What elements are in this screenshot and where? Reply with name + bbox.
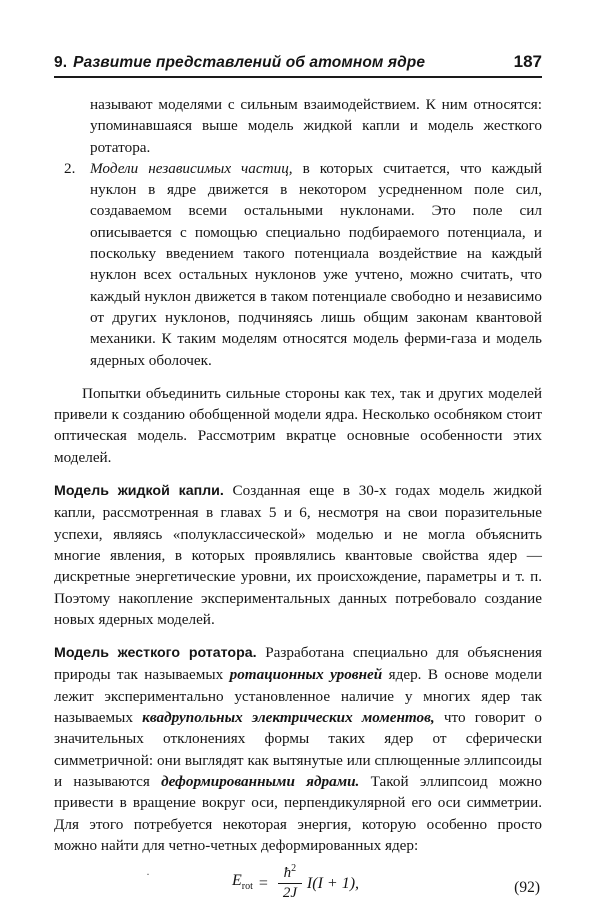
list-marker: 2. — [64, 159, 76, 177]
equation-number: (92) — [514, 879, 540, 897]
chapter-number: 9. — [54, 54, 68, 71]
equation-lhs — [232, 870, 253, 897]
fraction — [278, 865, 302, 902]
rotator-text-3: что говорит о значительных отклонениях формы таких ядер от сферически симметричной: они выглядят как вытянутые или сплющенные эллипсоиды и называются — [54, 709, 542, 790]
term-deformed-nuclei: деформированными ядрами. — [161, 772, 360, 790]
equation-rotational-energy — [54, 862, 542, 908]
section-heading-rigid-rotator: Модель жесткого ротатора. — [54, 645, 257, 662]
equation-body — [232, 865, 359, 902]
running-header — [54, 48, 542, 78]
section-rigid-rotator — [54, 642, 542, 856]
chapter-title — [54, 54, 425, 72]
section-liquid-drop — [54, 480, 542, 630]
page-body — [54, 94, 542, 908]
rotator-text-2: ядер. В основе модели лежит экспериментально установленное наличие у многих ядер так называемых — [54, 666, 542, 727]
list-item-independent-particles — [54, 158, 542, 371]
subscript-rot: rot — [241, 881, 253, 893]
list-item-text: в которых считается, что каждый нуклон в ядре движется в некотором усредненном поле сил, создаваемом всеми остальными нуклонами. Это поле сил описывается с помощью специально подбираемого потенциала, и поскольку введением такого потенциала воздействие на каждый нуклон всех остальных нуклонов уже учтено, можно считать, что каждый нуклон движется в таком потенциале свободно и независимо от других нуклонов, подчиняясь лишь общим законам квантовой механики. К таким моделям относятся модель ферми-газа и модель ядерных оболочек. — [90, 159, 542, 369]
list-item-continuation: называют моделями с сильным взаимодействием. К ним относятся: упоминавшаяся выше модель жидкой капли и модель жесткого ротатора. — [90, 96, 542, 156]
equals-sign: = — [258, 874, 268, 892]
paragraph-generalized-model: Попытки объединить сильные стороны как тех, так и других моделей привели к созданию обобщенной модели ядра. Несколько особняком стоит оптическая модель. Рассмотрим вкратце основные особенности этих моделей. — [54, 384, 542, 466]
fraction-bar — [278, 883, 302, 884]
symbol-energy: E — [232, 871, 242, 889]
section-heading-liquid-drop: Модель жидкой капли. — [54, 483, 224, 500]
term-quadrupole-moments: квадрупольных электрических моментов, — [142, 709, 435, 727]
fraction-denominator: 2J — [282, 885, 297, 902]
stray-mark: · — [146, 867, 150, 882]
chapter-title-text: Развитие представлений об атомном ядре — [73, 54, 426, 71]
numerator-power: 2 — [291, 863, 297, 875]
fraction-numerator — [282, 865, 299, 882]
rotator-text-4: Такой эллипсоид можно привести в вращение вокруг оси, перпендикулярной его оси симметрии. Для этого потребуется некоторая энергия, которую особенно просто можно найти для четно-четных деформированных ядер: — [54, 772, 542, 854]
term-rotational-levels: ротационных уровней — [229, 666, 383, 684]
term-independent-particles: Модели независимых частиц, — [90, 159, 293, 177]
section-text-liquid-drop: Созданная еще в 30-х годах модель жидкой капли, рассмотренная в главах 5 и 6, несмотря на свои поразительные успехи, являясь «полуклассической» моделью и не могла объяснить многие явления, в которых проявлялись квантовые свойства ядер — дискретные энергетические уровни, их происхождение, параметры и т. п. Поэтому накопление экспериментальных данных потребовало создание новых ядерных моделей. — [54, 482, 542, 628]
rotator-text-1: Разработана специально для объяснения природы так называемых — [54, 644, 543, 684]
symbol-hbar: ħ — [283, 865, 292, 882]
equation-rhs: I(I + 1), — [306, 874, 360, 892]
page-number: 187 — [513, 52, 542, 71]
